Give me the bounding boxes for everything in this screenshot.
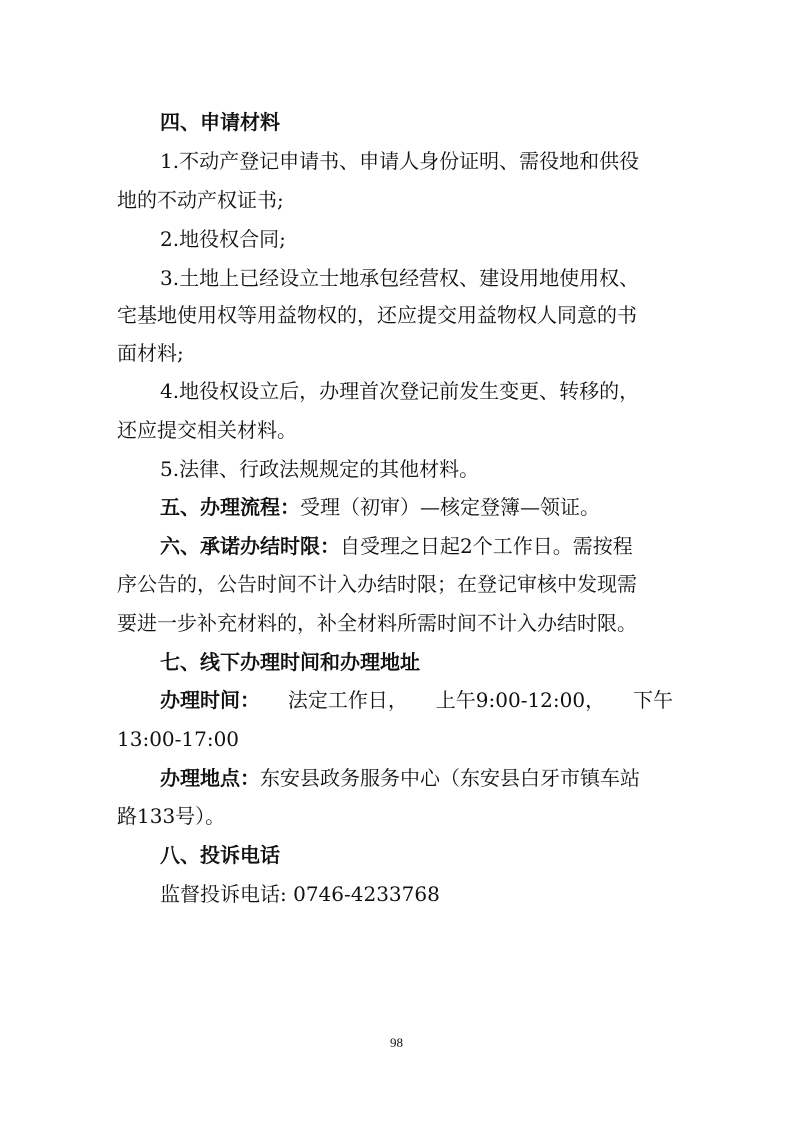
office-address-label: 办理地点：	[160, 766, 260, 790]
section-4-heading: 四、申请材料	[160, 110, 280, 134]
office-hours-morning: 上午9:00-12:00，	[435, 688, 606, 712]
item-3-line-2: 宅基地使用权等用益物权的，还应提交用益物权人同意的书	[117, 303, 637, 327]
office-hours-line-2: 13:00-17:00	[117, 727, 240, 751]
office-hours-days: 法定工作日，	[287, 688, 408, 712]
item-4-line-1: 4.地役权设立后，办理首次登记前发生变更、转移的，	[160, 379, 640, 403]
item-2: 2.地役权合同;	[160, 227, 286, 251]
page-number: 98	[390, 1035, 403, 1050]
section-5-text: 受理（初审）—核定登簿—领证。	[300, 495, 600, 519]
section-8-heading: 八、投诉电话	[160, 843, 280, 867]
item-4-line-2: 还应提交相关材料。	[117, 418, 297, 442]
item-3-line-1: 3.土地上已经设立士地承包经营权、建设用地使用权、	[160, 266, 640, 290]
complaint-phone: 监督投诉电话: 0746-4233768	[160, 882, 440, 906]
section-6-line-2: 序公告的，公告时间不计入办结时限；在登记审核中发现需	[117, 572, 637, 596]
section-6-line-3: 要进一步补充材料的，补全材料所需时间不计入办结时限。	[117, 611, 637, 635]
office-hours-line-1	[160, 682, 673, 718]
section-6-line-1	[160, 528, 633, 564]
office-address-line-2: 路133号）。	[117, 804, 226, 828]
section-7-heading: 七、线下办理时间和办理地址	[160, 650, 420, 674]
item-3-line-3: 面材料;	[117, 341, 184, 365]
office-address-text-1: 东安县政务服务中心（东安县白牙市镇车站	[260, 766, 640, 790]
section-5	[160, 489, 600, 525]
item-1-line-1: 1.不动产登记申请书、申请人身份证明、需役地和供役	[160, 149, 640, 173]
section-6-heading: 六、承诺办结时限：	[160, 534, 340, 558]
section-6-text-1: 自受理之日起2个工作日。需按程	[340, 534, 633, 558]
office-hours-afternoon-label: 下午	[632, 688, 673, 712]
section-5-heading: 五、办理流程：	[160, 495, 300, 519]
office-address-line-1	[160, 760, 640, 796]
item-5: 5.法律、行政法规规定的其他材料。	[160, 457, 480, 481]
office-hours-label: 办理时间：	[160, 688, 260, 712]
item-1-line-2: 地的不动产权证书;	[117, 188, 284, 212]
